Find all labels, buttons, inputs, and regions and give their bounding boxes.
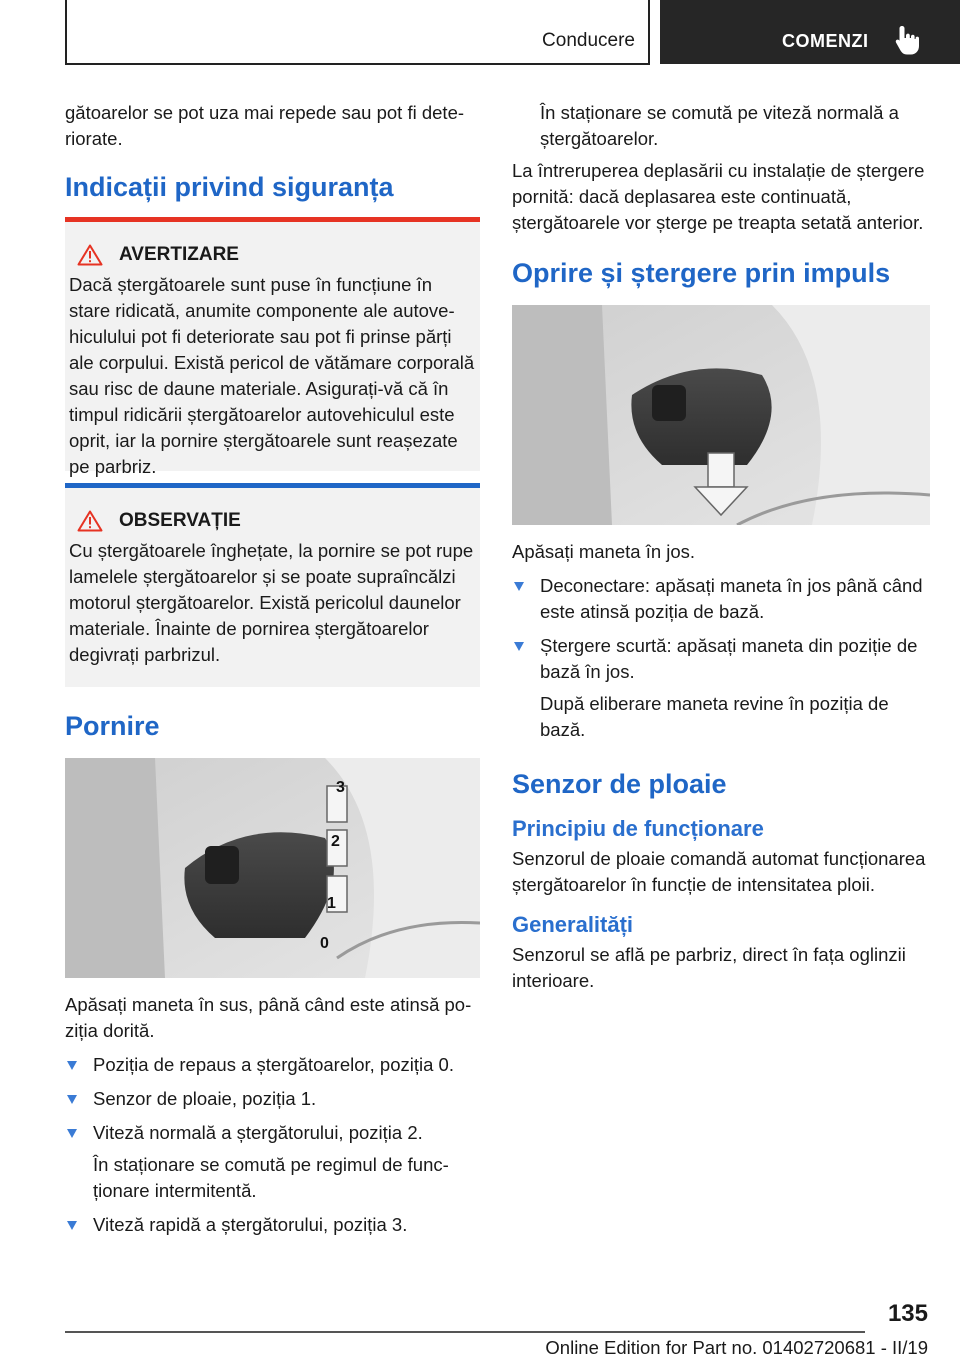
triangle-bullet-icon [67, 1221, 77, 1230]
warning-box [65, 217, 480, 477]
position-label: 0 [320, 935, 329, 952]
principle-heading: Principiu de funcționare [512, 816, 764, 841]
footer-rule [65, 1331, 865, 1333]
header-bottom-rule [65, 63, 650, 65]
warning-triangle-icon [77, 510, 103, 532]
chapter-title: COMENZI [782, 31, 869, 51]
hand-pointer-icon [893, 24, 923, 56]
wiper-lever-up-image [65, 758, 480, 978]
interrupt-text: La întreruperea deplasării cu instalație de ștergere pornită: dacă deplasarea este continuată, ștergătoarele vor șterge pe treapta setată anterior. [512, 160, 925, 233]
rain-sensor-heading: Senzor de ploaie [512, 769, 727, 799]
header-left-rule [65, 0, 67, 64]
list-item: Ștergere scurtă: apăsați maneta din poziție de bază în jos. [512, 633, 930, 685]
start-bullet-list-end [65, 1212, 480, 1238]
position-label: 1 [327, 895, 336, 912]
warning-text: Dacă ștergătoarele sunt puse în funcțiune în stare ridicată, anumite componente ale autovehiculului pot fi deteriorate sau pot fi prinse părți ale corpului. Există pericol de vătămare corporală sau risc de daune materiale. Asigurați-vă că în timpul ridicării ștergătoarelor autovehiculul este oprit, iar la pornire ștergătoarele sunt reașezate pe parbriz. [69, 274, 475, 477]
warning-title: AVERTIZARE [119, 244, 239, 265]
section-title: Conducere [542, 30, 635, 51]
warning-title-row [77, 244, 476, 266]
impulse-heading: Oprire și ștergere prin impuls [512, 258, 891, 288]
list-item: Viteză rapidă a ștergătorului, poziția 3. [65, 1212, 480, 1238]
position-label: 2 [331, 833, 340, 850]
page-header [0, 0, 960, 66]
intro-text: gătoarelor se pot uza mai repede sau pot fi deteriorate. [65, 102, 465, 149]
impulse-bullet-list [512, 573, 930, 685]
general-heading: Generalități [512, 912, 634, 937]
triangle-bullet-icon [67, 1129, 77, 1138]
page-number: 135 [887, 1300, 928, 1327]
triangle-bullet-icon [67, 1095, 77, 1104]
wiper-lever-down-image [512, 305, 930, 525]
header-separator [648, 0, 650, 64]
general-text: Senzorul se află pe parbriz, direct în fața oglinzii interioare. [512, 944, 906, 991]
note-title-row [77, 510, 476, 532]
warning-triangle-icon [77, 244, 103, 266]
list-item: Viteză normală a ștergătorului, poziția 2. [65, 1120, 480, 1146]
note-title: OBSERVAȚIE [119, 510, 241, 531]
start-bullet-list [65, 1052, 480, 1146]
bullet-subtext: În staționare se comută pe regimul de funcționare intermitentă. [93, 1154, 449, 1201]
left-column [65, 100, 480, 1238]
right-column [512, 100, 930, 994]
impulse-subtext: După eliberare maneta revine în poziția de bază. [540, 693, 889, 740]
safety-heading: Indicații privind siguranța [65, 172, 394, 202]
triangle-bullet-icon [514, 582, 524, 591]
triangle-bullet-icon [514, 642, 524, 651]
list-item: Senzor de ploaie, poziția 1. [65, 1086, 480, 1112]
list-item: Deconectare: apăsați maneta în jos până când este atinsă poziția de bază. [512, 573, 930, 625]
edition-text: Online Edition for Part no. 01402720681 - II/19 [545, 1337, 928, 1358]
triangle-bullet-icon [67, 1061, 77, 1070]
start-text: Apăsați maneta în sus, până când este atinsă poziția dorită. [65, 994, 472, 1041]
note-text: Cu ștergătoarele înghețate, la pornire se pot rupe lamelele ștergătoarelor și se poate supraîncălzi motorul ștergătoarelor. Există pericolul daunelor materiale. Înainte de pornirea ștergătoarelor degivrați parbrizul. [69, 540, 474, 665]
list-item: Poziția de repaus a ștergătoarelor, poziția 0. [65, 1052, 480, 1078]
start-heading: Pornire [65, 711, 160, 741]
note-box [65, 483, 480, 687]
principle-text: Senzorul de ploaie comandă automat funcționarea ștergătoarelor în funcție de intensitatea ploii. [512, 848, 926, 895]
position-label: 3 [336, 779, 345, 796]
continued-subtext: În staționare se comută pe viteză normală a ștergătoarelor. [540, 102, 899, 149]
impulse-text: Apăsați maneta în jos. [512, 541, 696, 562]
